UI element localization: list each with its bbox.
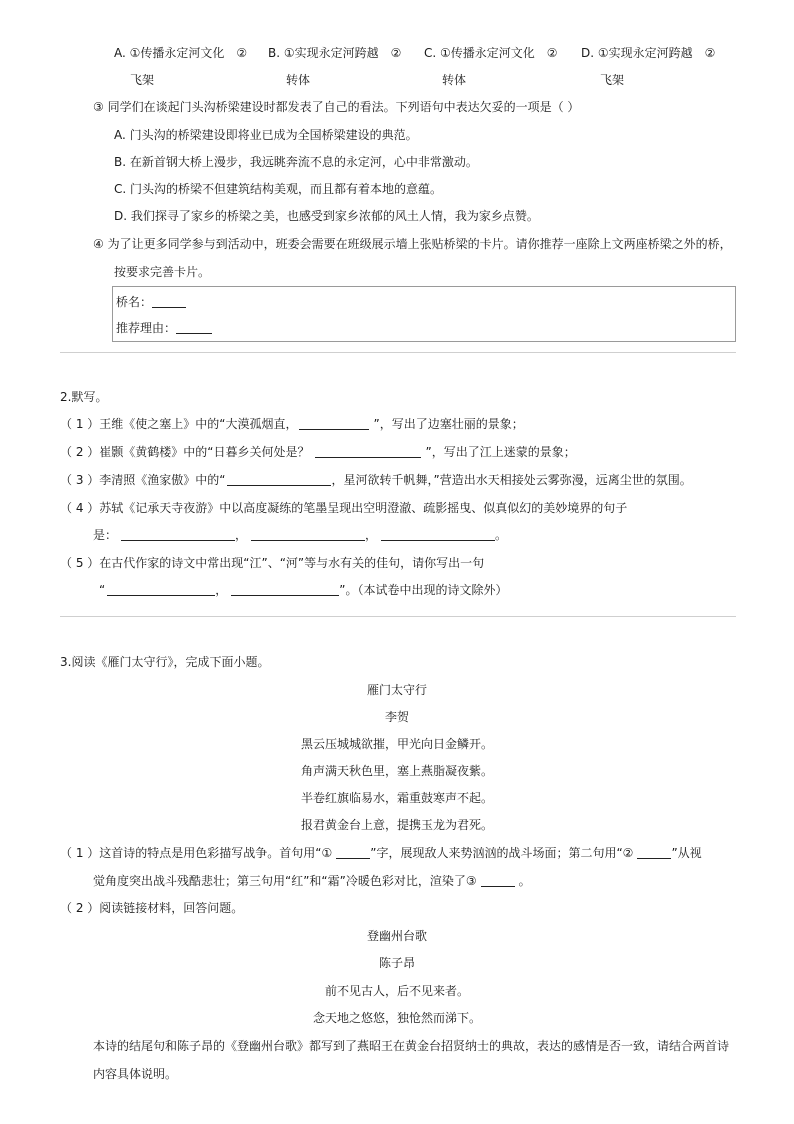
q3-sub1-blank-3[interactable] — [481, 874, 515, 887]
q3-sub1-text-c: ”从视 — [671, 846, 702, 860]
poem2-line-1: 前不见古人，后不见来者。 — [324, 984, 469, 998]
q2-item-2-text-b: ”，写出了江上迷蒙的景象； — [425, 445, 576, 459]
q2-item-5-line2 — [99, 582, 507, 598]
subquestion-3-option-a: A. 门头沟的桥梁建设即将业已成为全国桥梁建设的典范。 — [114, 128, 418, 142]
poem1-author: 李贺 — [384, 710, 409, 724]
q2-item-5-tail: ”。（本试卷中出现的诗文除外） — [339, 583, 508, 597]
subquestion-4-line2: 按要求完善卡片。 — [114, 265, 211, 279]
q3-title: 3.阅读《雁门太守行》，完成下面小题。 — [60, 655, 270, 669]
q2-item-4-blank-2[interactable] — [251, 528, 365, 541]
q2-item-4-blank-1[interactable] — [121, 528, 235, 541]
option-a-line2: 飞架 — [130, 73, 155, 87]
q2-item-2 — [60, 444, 576, 460]
card-reason-blank[interactable] — [176, 321, 212, 334]
q2-item-3-text-a: （ 3 ）李清照《渔家傲》中的“ — [60, 473, 226, 487]
q2-item-1-blank[interactable] — [299, 417, 369, 430]
q3-final-line2: 内容具体说明。 — [93, 1067, 178, 1081]
option-d-line1: D. ①实现永定河跨越 ② — [581, 46, 716, 60]
card-reason-row — [116, 320, 212, 336]
option-b-line2: 转体 — [286, 73, 311, 87]
divider-2 — [60, 616, 736, 617]
poem1-line-2: 角声满天秋色里，塞上燕脂凝夜紫。 — [300, 764, 493, 778]
poem1-line-1: 黑云压城城欲摧，甲光向日金鳞开。 — [300, 737, 493, 751]
q3-sub1-line2 — [93, 873, 531, 889]
q3-sub2: （ 2 ）阅读链接材料，回答问题。 — [60, 901, 244, 915]
q2-item-4-period: 。 — [495, 528, 508, 542]
q2-item-3-blank[interactable] — [227, 473, 331, 486]
poem1-line-4: 报君黄金台上意，提携玉龙为君死。 — [300, 818, 493, 832]
q2-item-4-is: 是： — [93, 528, 118, 542]
poem2-line-2: 念天地之悠悠，独怆然而涕下。 — [312, 1011, 481, 1025]
option-a-line1: A. ①传播永定河文化 ② — [114, 46, 248, 60]
q3-sub1-text-a: （ 1 ）这首诗的特点是用色彩描写战争。首句用“① — [60, 846, 333, 860]
q2-item-2-text-a: （ 2 ）崔颢《黄鹤楼》中的“日暮乡关何处是？ — [60, 445, 310, 459]
poem1-title: 雁门太守行 — [366, 683, 427, 697]
q3-final-line1: 本诗的结尾句和陈子昂的《登幽州台歌》都写到了燕昭王在黄金台招贤纳士的典故，表达的感情是否一致，请结合两首诗 — [93, 1039, 730, 1053]
q2-item-1-text-a: （ 1 ）王维《使之塞上》中的“大漠孤烟直， — [60, 417, 298, 431]
q3-sub1-text-d: 觉角度突出战斗残酷悲壮；第三句用“红”和“霜”冷暖色彩对比，渲染了③ — [93, 874, 477, 888]
option-c-line2: 转体 — [442, 73, 467, 87]
divider-1 — [60, 352, 736, 353]
option-d-line2: 飞架 — [600, 73, 625, 87]
subquestion-4-line1: ④ 为了让更多同学参与到活动中，班委会需要在班级展示墙上张贴桥梁的卡片。请你推荐一座除上文两座桥梁之外的桥， — [93, 237, 732, 251]
card-name-blank[interactable] — [152, 295, 186, 308]
q3-sub1-blank-1[interactable] — [336, 846, 370, 859]
q2-item-5-line1: （ 5 ）在古代作家的诗文中常出现“江”、“河”等与水有关的佳句，请你写出一句 — [60, 556, 485, 570]
q3-sub1-text-b: ”字，展现敌人来势汹汹的战斗场面；第二句用“② — [370, 846, 634, 860]
q2-item-3 — [60, 472, 692, 488]
poem2-title: 登幽州台歌 — [366, 929, 427, 943]
q2-item-5-comma: ， — [215, 583, 228, 597]
q2-item-5-blank-2[interactable] — [231, 583, 339, 596]
q2-item-5-quote: “ — [99, 583, 106, 597]
q2-item-4-line1: （ 4 ）苏轼《记承天寺夜游》中以高度凝练的笔墨呈现出空明澄澈、疏影摇曳、似真似幻的美妙境界的句子 — [60, 501, 628, 515]
card-name-label: 桥名： — [116, 295, 153, 309]
poem2-author: 陈子昂 — [378, 956, 415, 970]
q2-item-4-blank-3[interactable] — [381, 528, 495, 541]
q2-item-1-text-b: ”，写出了边塞壮丽的景象； — [373, 417, 524, 431]
q2-item-5-blank-1[interactable] — [107, 583, 215, 596]
q3-sub1-text-e: 。 — [518, 874, 531, 888]
card-name-row — [116, 294, 186, 310]
subquestion-3-option-d: D. 我们探寻了家乡的桥梁之美，也感受到家乡浓郁的风土人情，我为家乡点赞。 — [114, 209, 539, 223]
option-b-line1: B. ①实现永定河跨越 ② — [268, 46, 402, 60]
subquestion-3-stem: ③ 同学们在谈起门头沟桥梁建设时都发表了自己的看法。下列语句中表达欠妥的一项是（ ） — [93, 100, 580, 114]
q2-item-3-text-b: ，星河欲转千帆舞，”营造出水天相接处云雾弥漫，远离尘世的氛围。 — [331, 473, 692, 487]
q2-item-2-blank[interactable] — [315, 445, 421, 458]
q2-item-4-comma-1: ， — [235, 528, 248, 542]
poem1-line-3: 半卷红旗临易水，霜重鼓寒声不起。 — [300, 791, 493, 805]
q3-sub1-blank-2[interactable] — [637, 846, 671, 859]
q2-item-4-line2 — [93, 527, 507, 543]
q2-item-1 — [60, 416, 524, 432]
subquestion-3-option-b: B. 在新首钢大桥上漫步，我远眺奔流不息的永定河，心中非常激动。 — [114, 155, 478, 169]
q2-title: 2.默写。 — [60, 390, 108, 404]
q2-item-4-comma-2: ， — [365, 528, 378, 542]
q3-sub1-line1 — [60, 845, 702, 861]
subquestion-3-option-c: C. 门头沟的桥梁不但建筑结构美观，而且都有着本地的意蕴。 — [114, 182, 443, 196]
card-reason-label: 推荐理由： — [116, 321, 177, 335]
option-c-line1: C. ①传播永定河文化 ② — [424, 46, 558, 60]
